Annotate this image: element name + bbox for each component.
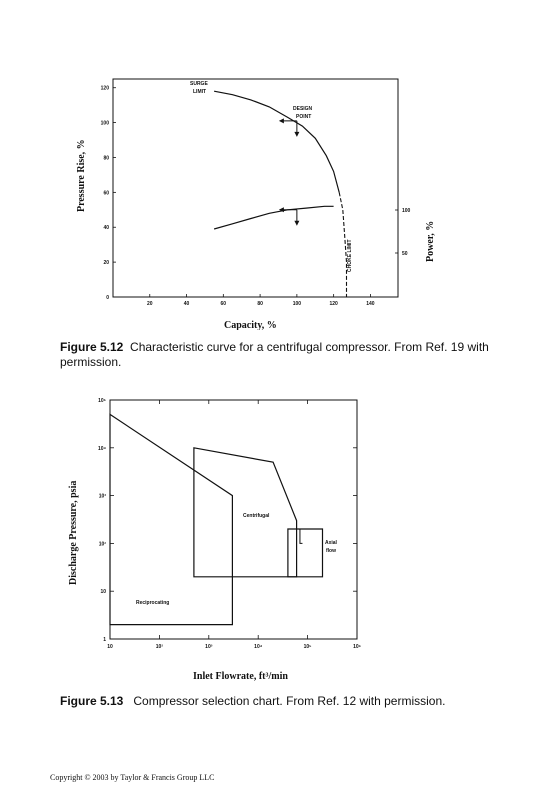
figure-513-caption-text: Compressor selection chart. From Ref. 12 with permission. xyxy=(133,694,446,708)
axial-flow-region xyxy=(288,529,323,577)
x-tick-label: 10² xyxy=(155,644,164,650)
figure-512-xlabel: Capacity, % xyxy=(224,320,277,330)
x-tick-label: 20 xyxy=(146,301,153,307)
choke-limit-line xyxy=(339,192,346,297)
y-tick-label: 100 xyxy=(100,120,109,127)
choke-limit-label: CHOKE LIMIT xyxy=(347,239,353,272)
design-marker-left-arrow xyxy=(279,118,284,123)
y-right-tick-label: 100 xyxy=(402,208,411,214)
y-tick-label: 10³ xyxy=(98,493,106,500)
design-marker-down-arrow xyxy=(294,221,299,226)
figure-513-regions xyxy=(110,414,323,624)
pressure-curve xyxy=(214,91,339,192)
region-label-reciprocating: Reciprocating xyxy=(136,600,170,606)
figure-513-xlabel: Inlet Flowrate, ft³/min xyxy=(193,671,288,682)
x-tick-label: 40 xyxy=(183,301,190,307)
figure-513-chart xyxy=(0,380,558,685)
axial-flow-notch xyxy=(300,529,303,543)
y-right-tick-label: 50 xyxy=(402,251,408,257)
design-point-label-line2: POINT xyxy=(296,114,312,120)
y-tick-label: 80 xyxy=(103,155,109,162)
figure-512-ylabel-right: Power, % xyxy=(425,220,436,262)
figure-512-markers xyxy=(279,118,300,225)
design-point-label-line1: DESIGN xyxy=(293,106,313,112)
y-tick-label: 1 xyxy=(103,637,106,643)
surge-limit-label-line2: LIMIT xyxy=(193,89,207,95)
reciprocating-region xyxy=(110,414,232,624)
design-marker-down-arrow xyxy=(294,132,299,137)
region-label-axial-line2: flow xyxy=(326,548,336,554)
y-tick-label: 10 xyxy=(100,589,106,596)
surge-limit-label-line1: SURGE xyxy=(190,81,208,87)
y-tick-label: 40 xyxy=(103,225,109,232)
x-tick-label: 10 xyxy=(107,644,113,650)
figure-512-series xyxy=(214,91,346,297)
x-tick-label: 120 xyxy=(329,301,338,307)
region-label-axial-line1: Axial xyxy=(325,540,337,546)
figure-512-caption xyxy=(60,340,500,370)
x-tick-label: 10⁶ xyxy=(353,644,361,650)
x-tick-label: 60 xyxy=(220,301,227,307)
figure-513-caption-label: Figure 5.13 xyxy=(60,694,124,708)
y-tick-label: 120 xyxy=(100,85,109,92)
y-tick-label: 0 xyxy=(106,295,109,301)
x-tick-label: 10⁵ xyxy=(303,644,312,650)
y-tick-label: 20 xyxy=(103,260,109,267)
power-curve xyxy=(214,206,334,229)
figure-512-caption-label: Figure 5.12 xyxy=(60,340,124,354)
y-tick-label: 60 xyxy=(103,190,109,197)
x-tick-label: 10³ xyxy=(205,644,213,650)
y-tick-label: 10² xyxy=(98,541,106,548)
figure-512-axes xyxy=(113,79,398,297)
x-tick-label: 10⁴ xyxy=(254,644,263,650)
figure-513-ylabel: Discharge Pressure, psia xyxy=(68,480,79,585)
y-tick-label: 10⁵ xyxy=(98,398,106,404)
figure-512-chart xyxy=(0,0,558,330)
x-tick-label: 80 xyxy=(257,301,263,307)
copyright-footer: Copyright © 2003 by Taylor & Francis Group LLC xyxy=(50,773,215,782)
plot-frame xyxy=(113,79,398,297)
y-tick-label: 10⁴ xyxy=(97,445,106,452)
figure-512-ylabel: Pressure Rise, % xyxy=(76,139,87,212)
x-tick-label: 100 xyxy=(292,301,302,307)
figure-512-ticks xyxy=(101,86,411,307)
figure-513-ticks xyxy=(98,398,361,650)
x-tick-label: 140 xyxy=(366,301,375,307)
region-label-centrifugal: Centrifugal xyxy=(243,513,270,519)
figure-513-caption xyxy=(60,694,530,709)
figure-512-caption-text: Characteristic curve for a centrifugal compressor. From Ref. 19 with permission. xyxy=(60,340,489,369)
